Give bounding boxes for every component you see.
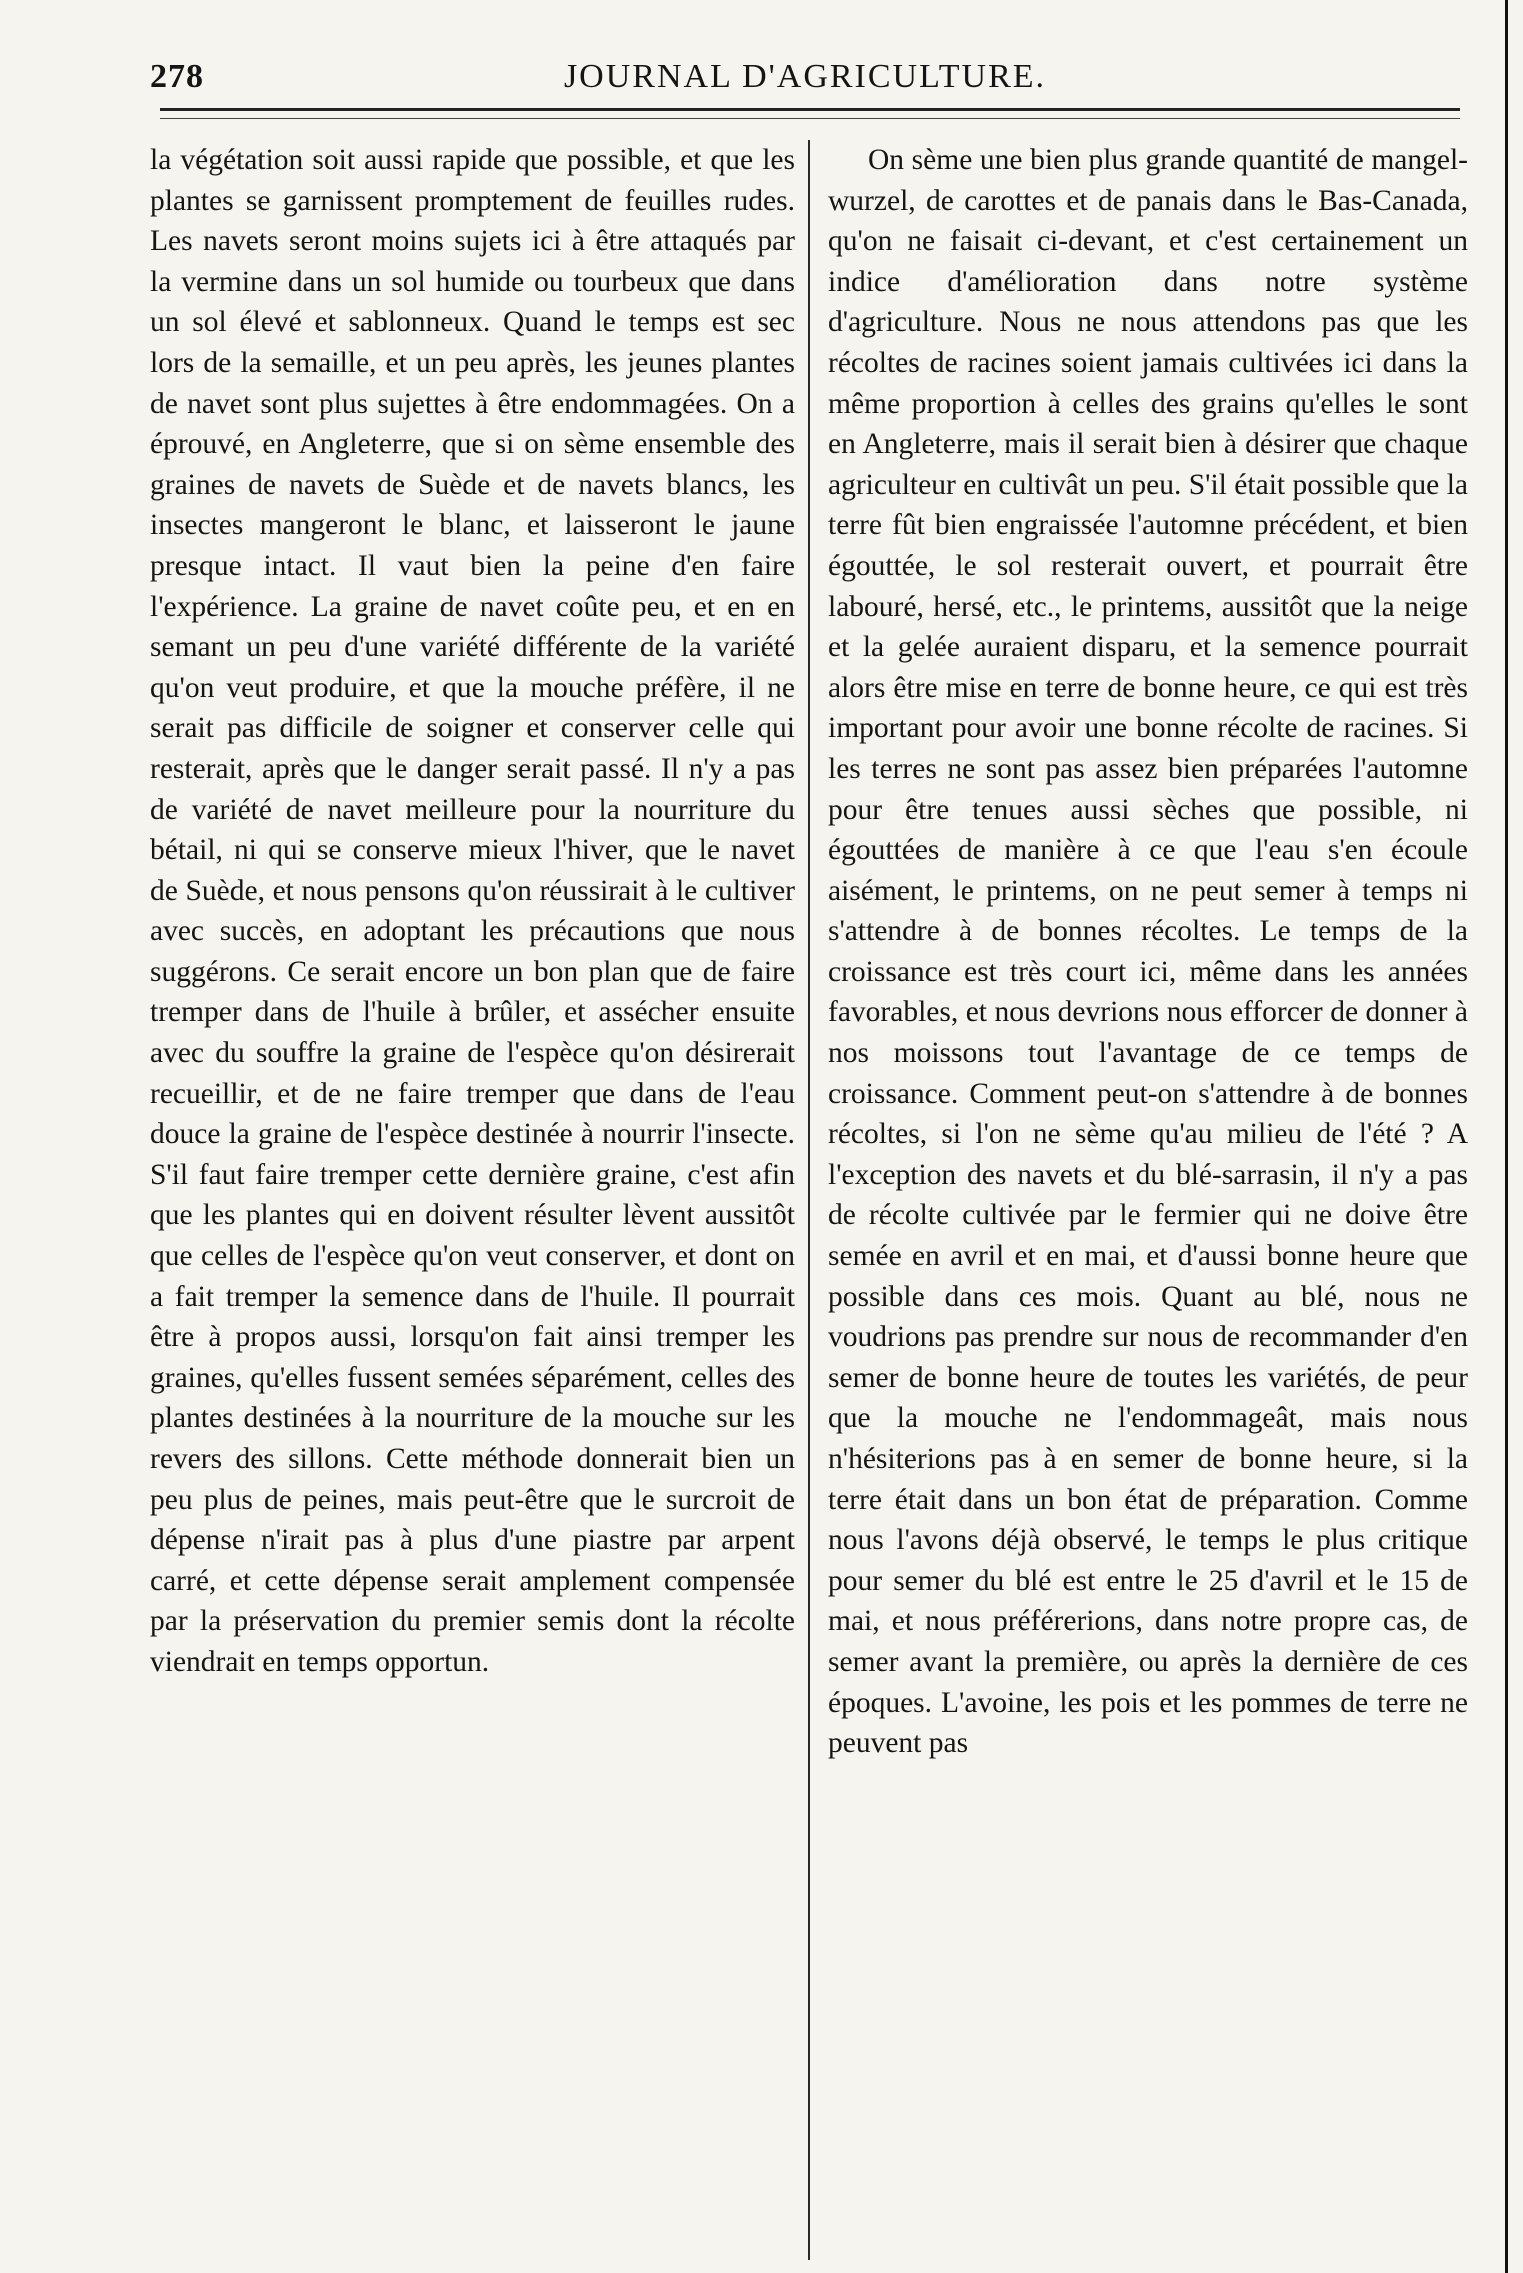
column-divider: [808, 140, 810, 2260]
left-column-text: la végétation soit aussi rapide que possible, et que les plantes se garnissent promptement de feuilles rudes. Les navets seront moins sujets ici à être attaqués par la vermine dans un sol humide ou tourbeux que dans un sol élevé et sablonneux. Quand le temps est sec lors de la semaille, et un peu après, les jeunes plantes de navet sont plus sujettes à être endommagées. On a éprouvé, en Angleterre, que si on sème ensemble des graines de navets de Suède et de navets blancs, les insectes mangeront le blanc, et laisseront le jaune presque intact. Il vaut bien la peine d'en faire l'expérience. La graine de navet coûte peu, et en en semant un peu d'une variété différente de la variété qu'on veut produire, et que la mouche préfère, il ne serait pas difficile de soigner et conserver celle qui resterait, après que le danger serait passé. Il n'y a pas de variété de navet meilleure pour la nourriture du bétail, ni qui se conserve mieux l'hiver, que le navet de Suède, et nous pensons qu'on réussirait à le cultiver avec succès, en adoptant les précautions que nous suggérons. Ce serait encore un bon plan que de faire tremper dans de l'huile à brûler, et assécher ensuite avec du souffre la graine de l'espèce qu'on désirerait recueillir, et de ne faire tremper que dans de l'eau douce la graine de l'espèce destinée à nourrir l'insecte. S'il faut faire tremper cette dernière graine, c'est afin que les plantes qui en doivent résulter lèvent aussitôt que celles de l'espèce qu'on veut conserver, et dont on a fait tremper la semence dans de l'huile. Il pourrait être à propos aussi, lorsqu'on fait ainsi tremper les graines, qu'elles fussent semées séparément, celles des plantes destinées à la nourriture de la mouche sur les revers des sillons. Cette méthode donnerait bien un peu plus de peines, mais peut-être que le surcroit de dépense n'irait pas à plus d'une piastre par arpent carré, et cette dépense serait amplement compensée par la préservation du premier semis dont la récolte viendrait en temps opportun.: [150, 144, 795, 1678]
page-header: [150, 52, 1460, 112]
running-title: JOURNAL D'AGRICULTURE.: [563, 58, 1047, 95]
right-column: [828, 140, 1468, 1764]
header-rule-thin: [160, 118, 1460, 119]
header-rule: [160, 108, 1460, 111]
right-column-text: On sème une bien plus grande quantité de mangel-wurzel, de carottes et de panais dans le Bas-Canada, qu'on ne faisait ci-devant, et c'est certainement un indice d'amélioration dans notre système d'agriculture. Nous ne nous attendons pas que les récoltes de racines soient jamais cultivées ici dans la même proportion à celles des grains qu'elles le sont en Angleterre, mais il serait bien à désirer que chaque agriculteur en cultivât un peu. S'il était possible que la terre fût bien engraissée l'automne précédent, et bien égouttée, le sol resterait ouvert, et pourrait être labouré, hersé, etc., le printems, aussitôt que la neige et la gelée auraient disparu, et la semence pourrait alors être mise en terre de bonne heure, ce qui est très important pour avoir une bonne récolte de racines. Si les terres ne sont pas assez bien préparées l'automne pour être tenues aussi sèches que possible, ni égouttées de manière à ce que l'eau s'en écoule aisément, le printems, on ne peut semer à temps ni s'attendre à de bonnes récoltes. Le temps de la croissance est très court ici, même dans les années favorables, et nous devrions nous efforcer de donner à nos moissons tout l'avantage de ce temps de croissance. Comment peut-on s'attendre à de bonnes récoltes, si l'on ne sème qu'au milieu de l'été ? A l'exception des navets et du blé-sarrasin, il n'y a pas de récolte cultivée par le fermier qui ne doive être semée en avril et en mai, et d'aussi bonne heure que possible dans ces mois. Quant au blé, nous ne voudrions pas prendre sur nous de recommander d'en semer de bonne heure de toutes les variétés, de peur que la mouche ne l'endommageât, mais nous n'hésiterions pas à en semer de bonne heure, si la terre était dans un bon état de préparation. Comme nous l'avons déjà observé, le temps le plus critique pour semer du blé est entre le 25 d'avril et le 15 de mai, et nous préférerions, dans notre propre cas, de semer avant la première, ou après la dernière de ces époques. L'avoine, les pois et les pommes de terre ne peuvent pas: [828, 144, 1468, 1760]
page-edge-rule: [1505, 0, 1508, 2273]
left-column: [150, 140, 795, 1683]
page-number: 278: [150, 58, 204, 95]
